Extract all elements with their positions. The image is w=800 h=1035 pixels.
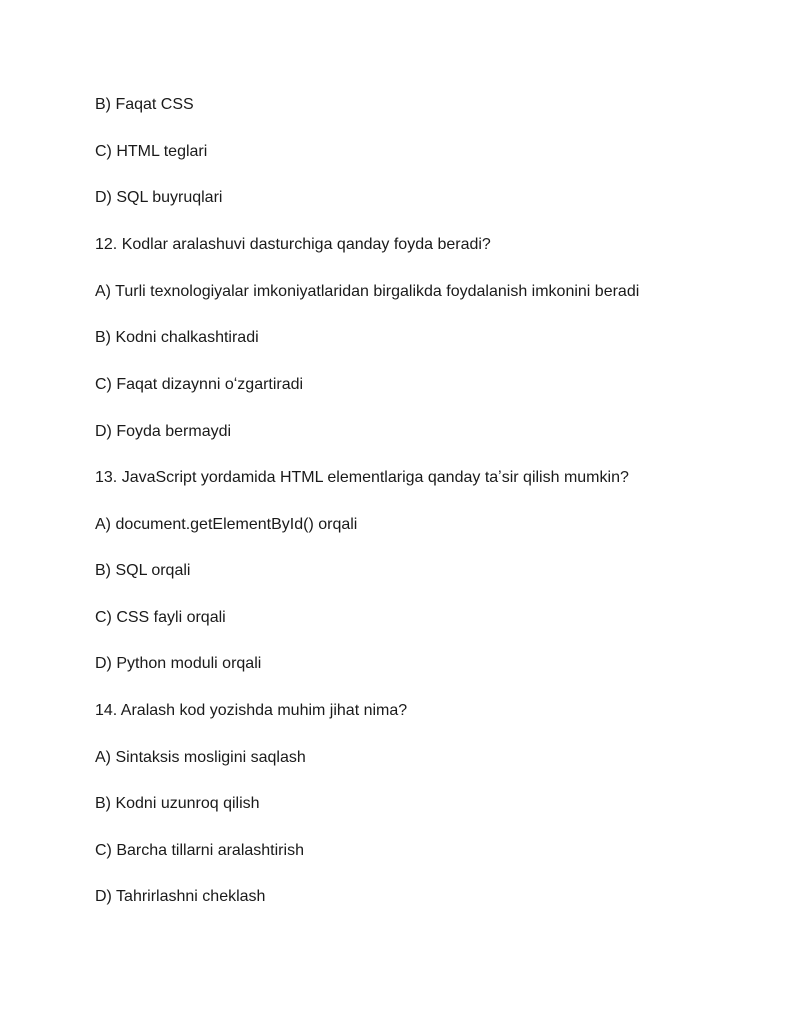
option-b-q14: B) Kodni uzunroq qilish	[95, 795, 260, 812]
option-c-q13: C) CSS fayli orqali	[95, 609, 226, 626]
option-a-q13: A) document.getElementById() orqali	[95, 516, 358, 533]
option-a-q14: A) Sintaksis mosligini saqlash	[95, 749, 306, 766]
option-d-q11: D) SQL buyruqlari	[95, 189, 223, 206]
option-d-q14: D) Tahrirlashni cheklash	[95, 888, 266, 905]
option-b-q13: B) SQL orqali	[95, 562, 191, 579]
option-a-q12: A) Turli texnologiyalar imkoniyatlaridan birgalikda foydalanish imkonini beradi	[95, 283, 640, 300]
option-d-q13: D) Python moduli orqali	[95, 655, 262, 672]
question-13: 13. JavaScript yordamida HTML elementlariga qanday taʼsir qilish mumkin?	[95, 469, 629, 486]
option-c-q12: C) Faqat dizaynni oʻzgartiradi	[95, 376, 304, 393]
option-b-q12: B) Kodni chalkashtiradi	[95, 329, 259, 346]
option-d-q12: D) Foyda bermaydi	[95, 423, 232, 440]
option-c-q11: C) HTML teglari	[95, 143, 208, 160]
option-b-q11: B) Faqat CSS	[95, 96, 194, 113]
option-c-q14: C) Barcha tillarni aralashtirish	[95, 842, 304, 859]
question-14: 14. Aralash kod yozishda muhim jihat nima?	[95, 702, 408, 719]
question-12: 12. Kodlar aralashuvi dasturchiga qanday foyda beradi?	[95, 236, 491, 253]
